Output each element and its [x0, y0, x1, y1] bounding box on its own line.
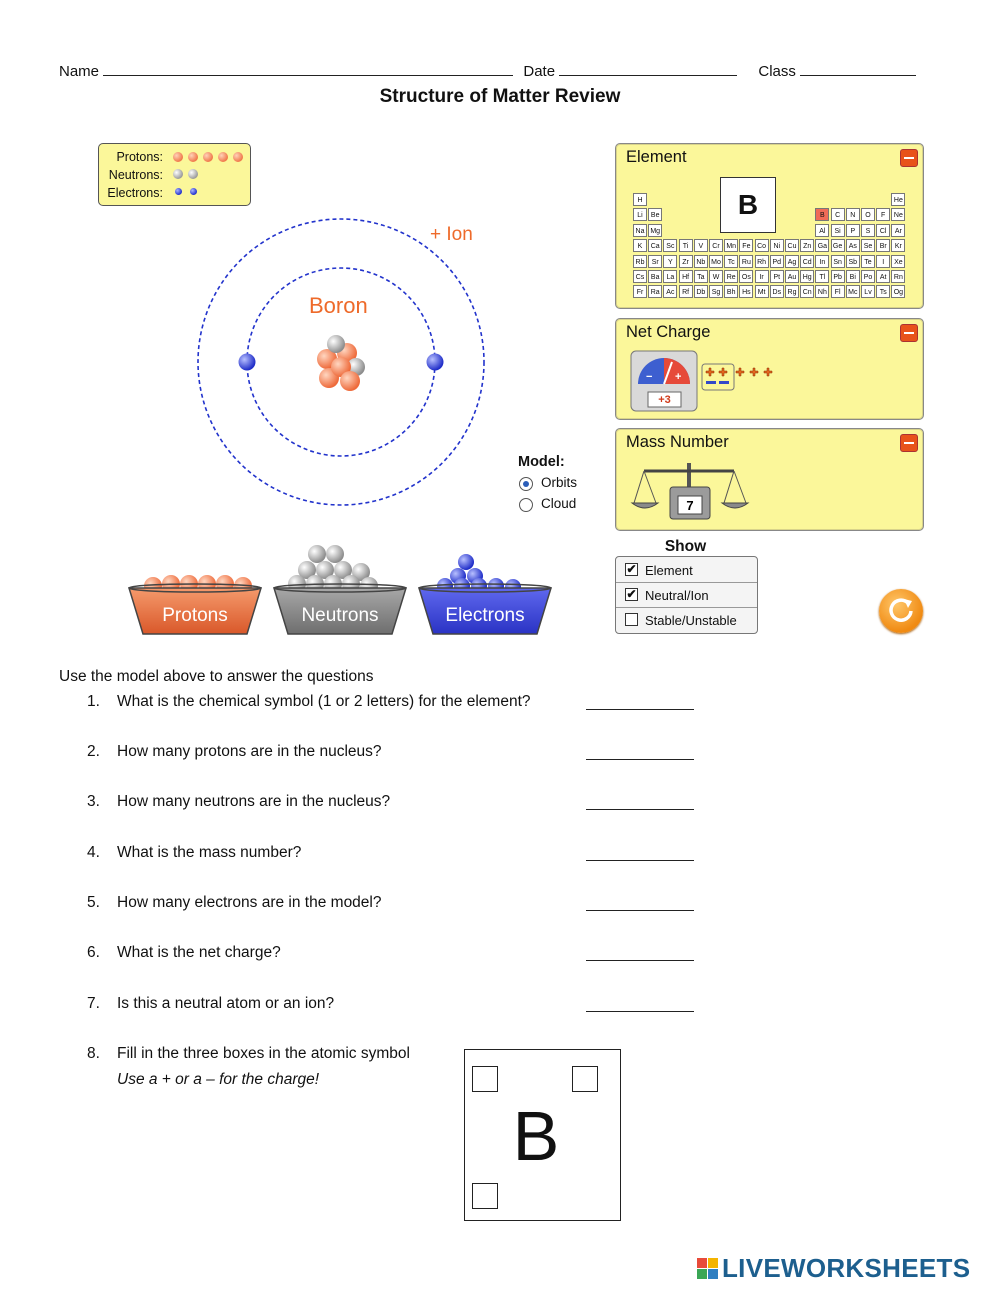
show-stable-checkbox[interactable]	[625, 613, 638, 626]
show-neutral-ion-row[interactable]	[616, 583, 757, 608]
legend-neutrons: Neutrons:	[108, 168, 163, 182]
element-cell[interactable]: Bh	[724, 285, 738, 298]
show-title: Show	[664, 538, 707, 555]
collapse-element-icon[interactable]	[900, 149, 918, 167]
element-cell[interactable]: Cn	[800, 285, 814, 298]
date-field[interactable]	[559, 61, 737, 76]
element-cell[interactable]: Cr	[709, 239, 723, 252]
element-cell[interactable]: Mt	[755, 285, 769, 298]
element-cell[interactable]: Ds	[770, 285, 784, 298]
element-cell[interactable]: Pt	[770, 270, 784, 283]
element-cell[interactable]: Ir	[755, 270, 769, 283]
element-cell[interactable]: Sb	[846, 255, 860, 268]
element-cell[interactable]: Re	[724, 270, 738, 283]
element-cell[interactable]: Hg	[800, 270, 814, 283]
question-8-hint: Use a + or a – for the charge!	[117, 1071, 320, 1088]
element-cell[interactable]: Pb	[831, 270, 845, 283]
neutron-dot-icon	[173, 169, 183, 179]
atomic-number-box[interactable]	[472, 1183, 498, 1209]
element-cell[interactable]: Lv	[861, 285, 875, 298]
class-field[interactable]	[800, 61, 916, 76]
element-cell[interactable]: Li	[633, 208, 647, 221]
liveworksheets-brand: LIVEWORKSHEETS	[722, 1253, 971, 1283]
electron-dot-icon	[190, 188, 197, 195]
mass-number-box[interactable]	[472, 1066, 498, 1092]
reset-button[interactable]	[879, 589, 923, 633]
legend-electrons: Electrons:	[107, 186, 163, 200]
particle-legend	[98, 143, 251, 206]
electron-dot-icon	[175, 188, 182, 195]
element-cell[interactable]: Se	[861, 239, 875, 252]
element-cell[interactable]: Ra	[648, 285, 662, 298]
element-cell[interactable]: C	[831, 208, 845, 221]
ion-label: + Ion	[430, 224, 473, 245]
element-cell[interactable]: Sc	[663, 239, 677, 252]
show-stable-row[interactable]	[616, 608, 757, 632]
element-cell[interactable]: Og	[891, 285, 905, 298]
element-cell[interactable]: Mg	[648, 224, 662, 237]
element-cell[interactable]: Mc	[846, 285, 860, 298]
element-cell[interactable]: H	[633, 193, 647, 206]
element-cell[interactable]: Hf	[679, 270, 693, 283]
net-charge-value: +3	[658, 394, 671, 406]
element-cell[interactable]: Au	[785, 270, 799, 283]
meter-minus: −	[646, 371, 653, 383]
element-cell[interactable]: Ac	[663, 285, 677, 298]
name-field[interactable]	[103, 61, 513, 76]
neutrons-bucket-label: Neutrons	[301, 605, 379, 626]
element-cell[interactable]: F	[876, 208, 890, 221]
question-8-number: 8.	[87, 1045, 100, 1062]
element-cell[interactable]: N	[846, 208, 860, 221]
element-cell[interactable]: Zn	[800, 239, 814, 252]
element-cell[interactable]: Al	[815, 224, 829, 237]
element-cell[interactable]: Kr	[891, 239, 905, 252]
element-cell[interactable]: Na	[633, 224, 647, 237]
net-charge-title: Net Charge	[626, 323, 711, 341]
element-cell[interactable]: Ti	[679, 239, 693, 252]
radio-cloud-label: Cloud	[541, 496, 577, 511]
show-element-row[interactable]	[616, 558, 757, 583]
element-cell[interactable]: Be	[648, 208, 662, 221]
element-cell[interactable]: Xe	[891, 255, 905, 268]
element-cell[interactable]: He	[891, 193, 905, 206]
element-panel	[615, 143, 924, 309]
element-cell[interactable]: Po	[861, 270, 875, 283]
charge-meter	[630, 350, 800, 412]
element-cell[interactable]: Ru	[739, 255, 753, 268]
element-cell[interactable]: Rg	[785, 285, 799, 298]
element-cell[interactable]: Si	[831, 224, 845, 237]
element-cell[interactable]: Cs	[633, 270, 647, 283]
reset-icon	[879, 589, 923, 633]
element-cell[interactable]: Tc	[724, 255, 738, 268]
show-neutral-ion-checkbox[interactable]: ✔	[626, 587, 637, 601]
name-label: Name	[59, 63, 100, 80]
legend-protons: Protons:	[116, 150, 163, 164]
element-cell[interactable]: Fl	[831, 285, 845, 298]
element-cell[interactable]: Ni	[770, 239, 784, 252]
protons-bucket[interactable]	[129, 575, 261, 634]
element-cell[interactable]: Ag	[785, 255, 799, 268]
mass-number-panel	[615, 428, 924, 531]
element-cell[interactable]: Cd	[800, 255, 814, 268]
nucleus	[317, 335, 365, 391]
element-cell[interactable]: W	[709, 270, 723, 283]
element-cell[interactable]: As	[846, 239, 860, 252]
element-cell[interactable]: Tl	[815, 270, 829, 283]
question-text: What is the mass number?	[117, 844, 302, 861]
question-8-text: Fill in the three boxes in the atomic symbol	[117, 1045, 410, 1062]
neutron-dot-icon	[188, 169, 198, 179]
atomic-symbol-box	[464, 1049, 621, 1221]
element-cell[interactable]: At	[876, 270, 890, 283]
mass-number-title: Mass Number	[626, 433, 729, 451]
proton-dot-icon	[203, 152, 213, 162]
element-cell[interactable]: Ge	[831, 239, 845, 252]
particle-buckets	[125, 540, 560, 640]
element-cell[interactable]: Bi	[846, 270, 860, 283]
neutrons-bucket[interactable]	[274, 545, 406, 634]
question-number: 4.	[87, 844, 100, 861]
question-number: 7.	[87, 995, 100, 1012]
question-text: How many electrons are in the model?	[117, 894, 382, 911]
proton	[340, 371, 360, 391]
answer-blank[interactable]	[586, 1011, 694, 1012]
element-cell[interactable]: P	[846, 224, 860, 237]
proton-dot-icon	[233, 152, 243, 162]
answer-blank[interactable]	[586, 759, 694, 760]
electrons-bucket-label: Electrons	[445, 605, 525, 626]
element-cell[interactable]: Ba	[648, 270, 662, 283]
meter-plus: +	[675, 371, 682, 383]
neutron	[327, 335, 345, 353]
element-cell[interactable]: Fr	[633, 285, 647, 298]
question-number: 3.	[87, 793, 100, 810]
element-cell[interactable]: O	[861, 208, 875, 221]
question-number: 5.	[87, 894, 100, 911]
element-cell[interactable]: Cl	[876, 224, 890, 237]
element-cell[interactable]: Sr	[648, 255, 662, 268]
question-text: How many neutrons are in the nucleus?	[117, 793, 391, 810]
element-cell[interactable]: Sn	[831, 255, 845, 268]
element-cell[interactable]: In	[815, 255, 829, 268]
element-cell[interactable]: Te	[861, 255, 875, 268]
element-cell[interactable]: La	[663, 270, 677, 283]
balance-scale-icon	[630, 459, 750, 524]
element-cell[interactable]: Mn	[724, 239, 738, 252]
show-neutral-ion-label: Neutral/Ion	[645, 588, 709, 603]
answer-blank[interactable]	[586, 809, 694, 810]
collapse-mass-icon[interactable]	[900, 434, 918, 452]
element-cell[interactable]: Ga	[815, 239, 829, 252]
question-number: 2.	[87, 743, 100, 760]
question-text: How many protons are in the nucleus?	[117, 743, 382, 760]
element-cell[interactable]: Br	[876, 239, 890, 252]
net-charge-panel	[615, 318, 924, 420]
question-text: What is the net charge?	[117, 944, 281, 961]
answer-blank[interactable]	[586, 709, 694, 710]
element-cell[interactable]: B	[815, 208, 829, 221]
radio-orbits[interactable]	[519, 477, 533, 491]
proton-dot-icon	[218, 152, 228, 162]
element-cell[interactable]: Ne	[891, 208, 905, 221]
element-cell[interactable]: Nh	[815, 285, 829, 298]
element-cell[interactable]: Zr	[679, 255, 693, 268]
electron	[239, 354, 256, 371]
atom-name: Boron	[309, 293, 368, 318]
element-cell[interactable]: K	[633, 239, 647, 252]
element-cell[interactable]: Co	[755, 239, 769, 252]
element-cell[interactable]: Nb	[694, 255, 708, 268]
class-label: Class	[758, 63, 796, 80]
element-cell[interactable]: Rf	[679, 285, 693, 298]
element-panel-title: Element	[626, 148, 687, 166]
question-text: What is the chemical symbol (1 or 2 letters) for the element?	[117, 693, 531, 710]
atomic-symbol-letter: B	[512, 1097, 560, 1175]
mass-number-value: 7	[686, 498, 694, 513]
element-cell[interactable]: I	[876, 255, 890, 268]
proton-dot-icon	[173, 152, 183, 162]
show-stable-label: Stable/Unstable	[645, 613, 737, 628]
model-label: Model:	[518, 454, 565, 470]
element-cell[interactable]: Hs	[739, 285, 753, 298]
element-cell[interactable]: Ar	[891, 224, 905, 237]
question-text: Is this a neutral atom or an ion?	[117, 995, 335, 1012]
element-cell[interactable]: Y	[663, 255, 677, 268]
date-label: Date	[523, 63, 556, 80]
element-cell[interactable]: Os	[739, 270, 753, 283]
atom-model	[190, 210, 500, 520]
show-options	[615, 556, 758, 634]
element-cell[interactable]: Pd	[770, 255, 784, 268]
radio-orbits-label: Orbits	[541, 475, 578, 490]
show-element-label: Element	[645, 563, 693, 578]
element-cell[interactable]: Fe	[739, 239, 753, 252]
radio-cloud[interactable]	[519, 498, 533, 512]
element-cell[interactable]: Rn	[891, 270, 905, 283]
answer-blank[interactable]	[586, 960, 694, 961]
element-symbol: B	[720, 177, 776, 233]
element-cell[interactable]: Mo	[709, 255, 723, 268]
charge-box[interactable]	[572, 1066, 598, 1092]
element-cell[interactable]: Rb	[633, 255, 647, 268]
protons-bucket-label: Protons	[162, 605, 228, 626]
show-element-checkbox[interactable]: ✔	[626, 562, 637, 576]
element-cell[interactable]: Ta	[694, 270, 708, 283]
question-number: 1.	[87, 693, 100, 710]
answer-blank[interactable]	[586, 860, 694, 861]
element-cell[interactable]: S	[861, 224, 875, 237]
element-cell[interactable]: Ts	[876, 285, 890, 298]
element-cell[interactable]: Sg	[709, 285, 723, 298]
answer-blank[interactable]	[586, 910, 694, 911]
element-cell[interactable]: Cu	[785, 239, 799, 252]
header-line	[59, 61, 916, 80]
liveworksheets-logo-icon	[697, 1258, 719, 1280]
electrons-bucket[interactable]	[419, 554, 551, 634]
collapse-charge-icon[interactable]	[900, 324, 918, 342]
page-title: Structure of Matter Review	[379, 86, 621, 107]
element-cell[interactable]: Rh	[755, 255, 769, 268]
electron	[427, 354, 444, 371]
question-number: 6.	[87, 944, 100, 961]
proton-dot-icon	[188, 152, 198, 162]
element-cell[interactable]: Ca	[648, 239, 662, 252]
element-cell[interactable]: V	[694, 239, 708, 252]
element-cell[interactable]: Db	[694, 285, 708, 298]
instructions: Use the model above to answer the questions	[59, 668, 374, 685]
